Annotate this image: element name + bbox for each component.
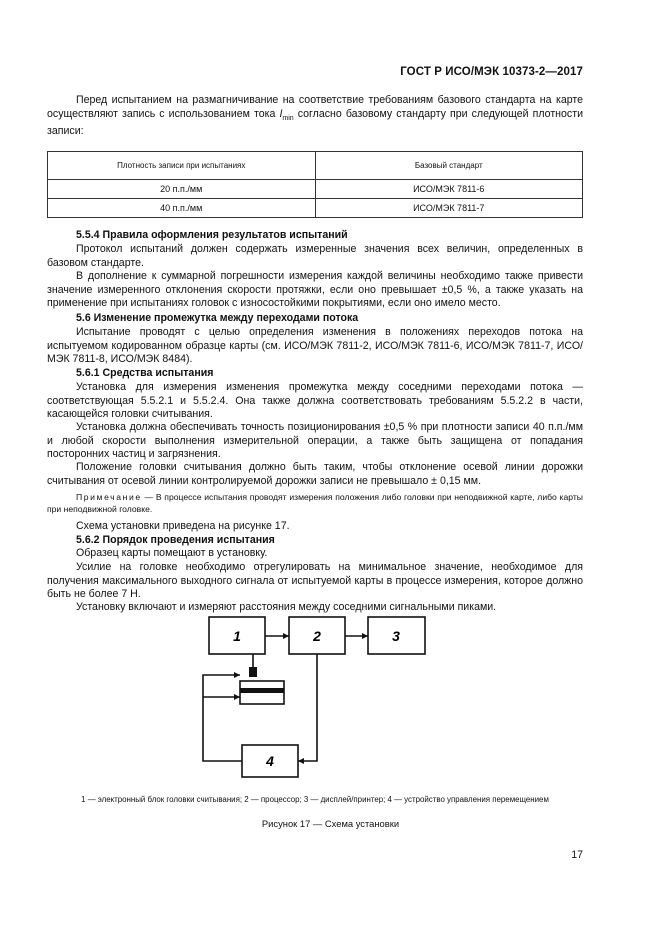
page-number: 17	[571, 849, 583, 861]
magnetic-stripe	[240, 688, 284, 693]
arrow-head-icon	[362, 633, 368, 639]
figure-title: Рисунок 17 — Схема установки	[261, 818, 400, 829]
note-text: — В процессе испытания проводят измерения положения либо головки при неподвижной карте, либо карты при неподвижной головке.	[47, 492, 583, 515]
box-4-label: 4	[266, 753, 274, 769]
paragraph-5-6-1-3: Положение головки считывания должно быть таким, чтобы отклонение осевой линии дорожки считывания от осевой линии контролируемой дорожки записи не превышало ± 0,15 мм.	[47, 461, 583, 487]
heading-5-6-2: 5.6.2 Порядок проведения испытания	[76, 534, 275, 546]
read-head	[249, 667, 257, 677]
arrow-head-icon	[298, 758, 304, 764]
note-label: Примечание	[76, 492, 142, 502]
box-3-label: 3	[392, 628, 400, 644]
paragraph-5-6-1-1: Установка для измерения изменения промежутка между соседними переходами потока — соответствующая 5.5.2.1 и 5.5.2.4. Она также должна соответствовать требованиям 5.5.2.2 в части, касающейся головки считывания.	[47, 381, 583, 421]
figure-legend: 1 — электронный блок головки считывания; 2 — процессор; 3 — дисплей/принтер; 4 — устройство управления перемещением	[81, 795, 549, 804]
heading-5-6-1: 5.6.1 Средства испытания	[76, 367, 214, 379]
box-1-label: 1	[233, 628, 241, 644]
table-cell: 20 п.п./мм	[48, 180, 316, 199]
link-4-card-top	[203, 675, 242, 761]
arrow-head-icon	[283, 633, 289, 639]
paragraph-5-6-2-2: Усилие на головке необходимо отрегулировать на минимальное значение, необходимое для получения максимального выходного сигнала от испытуемой карты в процессе измерения, которое должно быть не более 7 Н.	[47, 561, 583, 601]
paragraph-5-6-1-4: Схема установки приведена на рисунке 17.	[76, 520, 290, 532]
heading-5-6: 5.6 Изменение промежутка между переходами потока	[76, 312, 359, 324]
arrow-head-icon	[234, 672, 240, 678]
paragraph-5-5-4-1: Протокол испытаний должен содержать измеренные значения всех величин, определенных в базовом стандарте.	[47, 243, 583, 269]
paragraph-5-6-2-1: Образец карты помещают в установку.	[76, 547, 268, 559]
box-2-label: 2	[313, 628, 321, 644]
table-header-standard: Базовый стандарт	[315, 152, 583, 180]
intro-text-2: согласно базовому стандарту при следующей плотности записи:	[47, 107, 583, 138]
table-cell: ИСО/МЭК 7811-7	[315, 199, 583, 218]
paragraph-5-6-2-3: Установку включают и измеряют расстояния между соседними сигнальными пиками.	[76, 601, 497, 613]
current-symbol: I	[279, 107, 283, 120]
table-cell: 40 п.п./мм	[48, 199, 316, 218]
paragraph-5-5-4-2: В дополнение к суммарной погрешности измерения каждой величины необходимо также привести значение измеренного отклонения скорости протяжки, если оно превышает ±0,5 %, а также указать на применение при испытаниях головок с износостойкими покрытиями, если оно имело место.	[47, 270, 583, 310]
table-header-density: Плотность записи при испытаниях	[48, 152, 316, 180]
table-cell: ИСО/МЭК 7811-6	[315, 180, 583, 199]
intro-text-1: Перед испытанием на размагничивание на соответствие требованиям базового стандарта на карте осуществляют запись с использованием тока	[47, 94, 583, 120]
paragraph-5-6-1: Испытание проводят с целью определения изменения в положениях переходов потока на испытуемом кодированном образце карты (см. ИСО/МЭК 7811-2, ИСО/МЭК 7811-6, ИСО/МЭК 7811-7, ИСО/МЭК 7811-8, ИСО/МЭК 8484).	[47, 326, 583, 366]
heading-5-5-4: 5.5.4 Правила оформления результатов испытаний	[76, 229, 348, 241]
current-subscript: min	[282, 114, 294, 122]
standard-header: ГОСТ Р ИСО/МЭК 10373-2—2017	[400, 66, 583, 78]
paragraph-5-6-1-2: Установка должна обеспечивать точность позиционирования ±0,5 % при плотности записи 40 п.п./мм и любой скорости выполнения измерительной операции, а также быть защищена от попадания посторонних частиц и загрязнения.	[47, 421, 583, 461]
link-2-4	[298, 654, 317, 761]
arrow-head-icon	[234, 694, 240, 700]
